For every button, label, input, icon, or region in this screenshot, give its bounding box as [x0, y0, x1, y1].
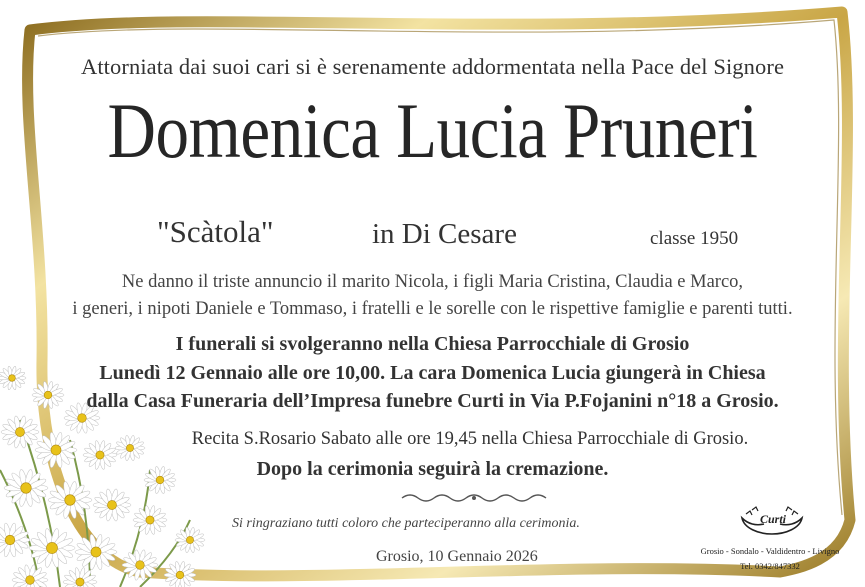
- announcement-line: i generi, i nipoti Daniele e Tommaso, i fratelli e le sorelle con le rispettive famiglie e parenti tutti.: [72, 299, 793, 319]
- funeral-home-signature: [700, 504, 840, 582]
- deceased-name: Domenica Lucia Pruneri: [107, 87, 758, 174]
- funeral-home-phone: Tel. 0342/847332: [740, 561, 800, 571]
- place-and-date: Grosio, 10 Gennaio 2026: [376, 548, 538, 565]
- daisy-flower: [164, 561, 196, 587]
- daisy-flower: [133, 505, 167, 535]
- daisy-flower: [63, 567, 97, 587]
- daisy-flower: [175, 527, 205, 553]
- funeral-info-line: Lunedì 12 Gennaio alle ore 10,00. La cara Domenica Lucia giungerà in Chiesa: [99, 362, 766, 384]
- married-name: in Di Cesare: [372, 218, 517, 250]
- nickname: "Scàtola": [157, 214, 274, 249]
- intro-sentence: Attorniata dai suoi cari si è serenamente addormentata nella Pace del Signore: [80, 54, 785, 79]
- announcement-line: Ne danno il triste annuncio il marito Nicola, i figli Maria Cristina, Claudia e Marco,: [121, 272, 744, 292]
- daisy-flower: [93, 488, 131, 521]
- funeral-info-line: I funerali si svolgeranno nella Chiesa Parrocchiale di Grosio: [175, 333, 690, 355]
- funeral-home-towns: Grosio - Sondalo - Valdidentro - Livigno: [700, 546, 840, 556]
- rosary-info: Recita S.Rosario Sabato alle ore 19,45 nella Chiesa Parrocchiale di Grosio.: [191, 429, 749, 449]
- thanks-note: Si ringraziano tutti coloro che parteciperanno alla cerimonia.: [232, 516, 580, 531]
- funeral-info-line: dalla Casa Funeraria dell’Impresa funebre Curti in Via P.Fojanini n°18 a Grosio.: [86, 390, 779, 412]
- daisy-flower: [12, 564, 48, 587]
- birth-year-label: classe 1950: [650, 228, 739, 249]
- ornament-divider: [400, 491, 548, 505]
- cremation-info: Dopo la cerimonia seguirà la cremazione.: [256, 458, 609, 480]
- funeral-home-logo-word: Curti: [760, 512, 787, 526]
